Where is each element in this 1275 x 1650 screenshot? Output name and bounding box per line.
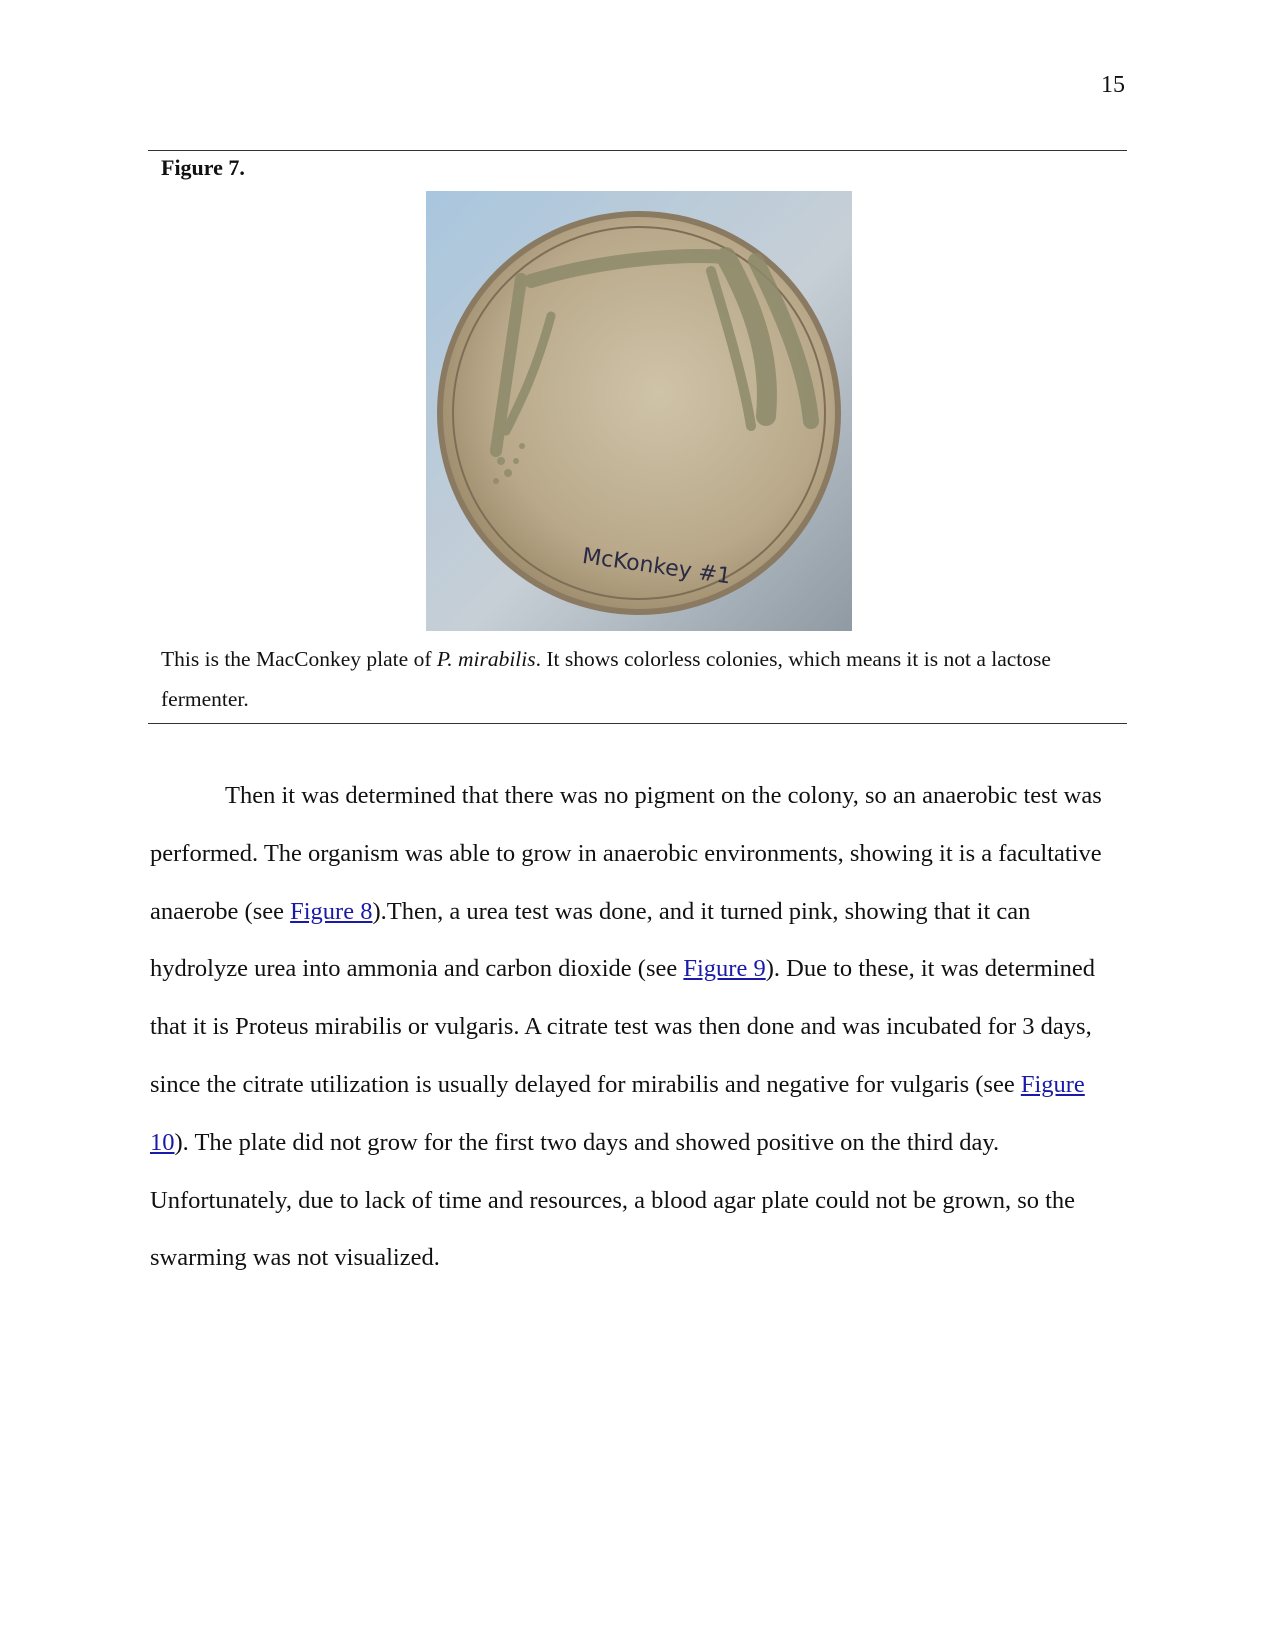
figure-9-link[interactable]: Figure 9 <box>683 955 766 983</box>
figure-label: Figure 7. <box>161 155 245 180</box>
figure-caption: This is the MacConkey plate of P. mirabilis. It shows colorless colonies, which means it is not a lactose fermenter. <box>161 647 1051 711</box>
figure-10-link[interactable]: Figure 10 <box>150 1070 1085 1156</box>
page-number: 15 <box>1101 72 1125 98</box>
body-paragraph: Then it was determined that there was no pigment on the colony, so an anaerobic test was performed. The organism was able to grow in anaerobic environments, showing it is a facultative anaerobe (see Figure 8).Then, a urea test was done, and it turned pink, showing that it can hydrolyze urea into ammonia and carbon dioxide (see Figure 9). Due to these, it was determined that it is Proteus mirabilis or vulgaris. A citrate test was then done and was incubated for 3 days, since the citrate utilization is usually delayed for mirabilis and negative for vulgaris (see Figure 10). The plate did not grow for the first two days and showed positive on the third day. Unfortunately, due to lack of time and resources, a blood agar plate could not be grown, so the swarming was not visualized. <box>150 782 1102 1272</box>
plate-handwriting: McKonkey #1 <box>580 543 733 590</box>
species-name: P. mirabilis <box>436 647 536 671</box>
figure-7 <box>148 150 1127 724</box>
figure-8-link[interactable]: Figure 8 <box>290 897 373 925</box>
petri-dish-photo <box>426 191 852 631</box>
